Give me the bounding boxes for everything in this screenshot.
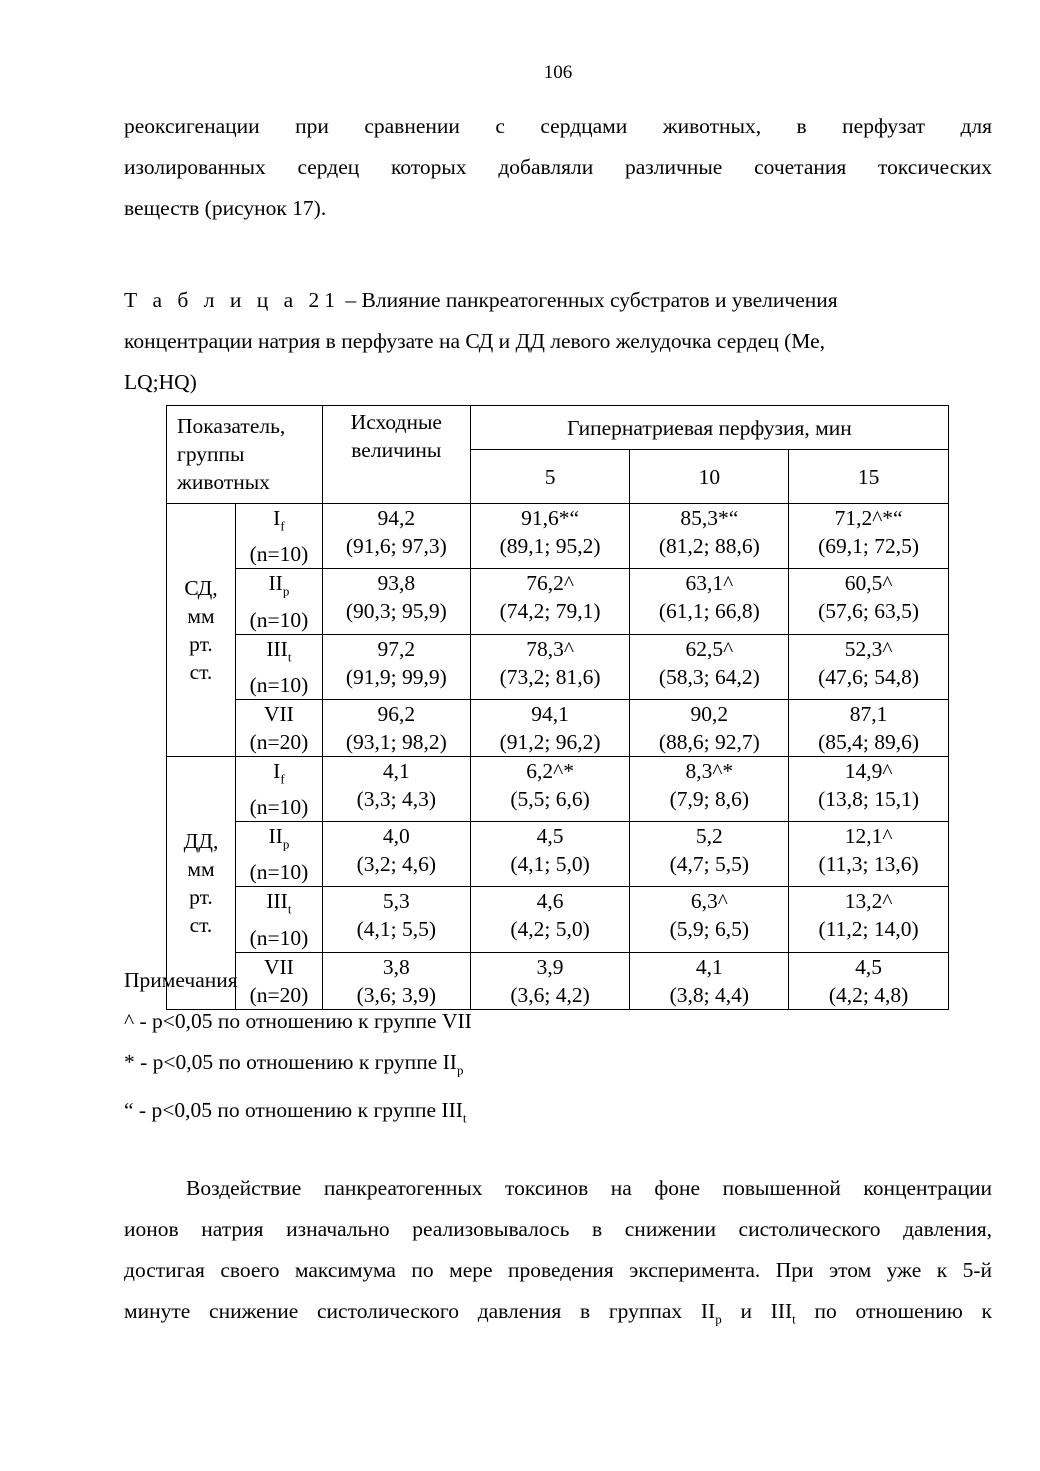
value-cell: 3,8 (3,6; 3,9) (322, 952, 470, 1009)
body-line: минуте снижение систолического давления в группах $II_p$ и $III_t$ по отношению к (124, 1299, 992, 1327)
intro-paragraph (124, 106, 992, 229)
value-cell: 96,2 (93,1; 98,2) (322, 699, 470, 756)
value-cell: 4,1 (3,3; 4,3) (322, 756, 470, 821)
value-cell: 78,3^ (73,2; 81,6) (470, 634, 630, 699)
table-row (167, 504, 949, 569)
caption-label: Т а б л и ц а 21 (124, 288, 341, 312)
table-row (167, 699, 949, 756)
header-baseline: Исходные величины (322, 406, 470, 504)
table-row (167, 756, 949, 821)
value-cell: 87,1 (85,4; 89,6) (789, 699, 949, 756)
group-cell: $III_t$ (n=10) (235, 887, 322, 952)
intro-line: реоксигенации при сравнении с сердцами животных, в перфузат для (124, 114, 992, 138)
body-line: ионов натрия изначально реализовывалось в снижении систолического давления, (124, 1217, 992, 1241)
value-cell: 52,3^ (47,6; 54,8) (789, 634, 949, 699)
value-cell: 4,5 (4,2; 4,8) (789, 952, 949, 1009)
group-cell: $II_p$ (n=10) (235, 822, 322, 887)
caption-title: – Влияние панкреатогенных субстратов и увеличения (340, 288, 838, 312)
table-row (167, 822, 949, 887)
group-cell: $I_f$ (n=10) (235, 756, 322, 821)
value-cell: 94,1 (91,2; 96,2) (470, 699, 630, 756)
body-line: достигая своего максимума по мере проведения эксперимента. При этом уже к 5-й (124, 1258, 992, 1282)
value-cell: 71,2^*“ (69,1; 72,5) (789, 504, 949, 569)
intro-line: изолированных сердец которых добавляли различные сочетания токсических (124, 155, 992, 179)
value-cell: 85,3*“ (81,2; 88,6) (630, 504, 789, 569)
group-cell: $I_f$ (n=10) (235, 504, 322, 569)
value-cell: 6,3^ (5,9; 6,5) (630, 887, 789, 952)
header-time: 15 (789, 450, 949, 504)
value-cell: 90,2 (88,6; 92,7) (630, 699, 789, 756)
header-time: 10 (630, 450, 789, 504)
results-table (166, 405, 949, 1010)
header-time: 5 (470, 450, 630, 504)
note: “ - р<0,05 по отношению к группе $III_t$ (124, 1098, 467, 1126)
value-cell: 97,2 (91,9; 99,9) (322, 634, 470, 699)
value-cell: 5,3 (4,1; 5,5) (322, 887, 470, 952)
notes-title: Примечания (124, 968, 238, 992)
value-cell: 91,6*“ (89,1; 95,2) (470, 504, 630, 569)
notes (124, 960, 472, 1139)
group-cell: $II_p$ (n=10) (235, 569, 322, 634)
body-line: Воздействие панкреатогенных токсинов на фоне повышенной концентрации (186, 1176, 992, 1200)
value-cell: 4,1 (3,8; 4,4) (630, 952, 789, 1009)
note: ^ - р<0,05 по отношению к группе VII (124, 1009, 472, 1033)
value-cell: 12,1^ (11,3; 13,6) (789, 822, 949, 887)
value-cell: 63,1^ (61,1; 66,8) (630, 569, 789, 634)
table-row (167, 887, 949, 952)
value-cell: 14,9^ (13,8; 15,1) (789, 756, 949, 821)
value-cell: 8,3^* (7,9; 8,6) (630, 756, 789, 821)
caption-line: LQ;HQ) (124, 370, 197, 394)
value-cell: 62,5^ (58,3; 64,2) (630, 634, 789, 699)
value-cell: 93,8 (90,3; 95,9) (322, 569, 470, 634)
value-cell: 4,6 (4,2; 5,0) (470, 887, 630, 952)
metric-label: СД, мм рт. ст. (167, 504, 236, 757)
group-cell: VII (n=20) (235, 952, 322, 1009)
table-row (167, 569, 949, 634)
value-cell: 4,5 (4,1; 5,0) (470, 822, 630, 887)
value-cell: 3,9 (3,6; 4,2) (470, 952, 630, 1009)
value-cell: 5,2 (4,7; 5,5) (630, 822, 789, 887)
group-cell: $III_t$ (n=10) (235, 634, 322, 699)
table-caption (124, 280, 992, 403)
page-number: 106 (543, 62, 573, 83)
group-cell: VII (n=20) (235, 699, 322, 756)
value-cell: 6,2^* (5,5; 6,6) (470, 756, 630, 821)
table-row (167, 634, 949, 699)
value-cell: 13,2^ (11,2; 14,0) (789, 887, 949, 952)
intro-line: веществ (рисунок 17). (124, 196, 327, 220)
value-cell: 76,2^ (74,2; 79,1) (470, 569, 630, 634)
value-cell: 60,5^ (57,6; 63,5) (789, 569, 949, 634)
value-cell: 94,2 (91,6; 97,3) (322, 504, 470, 569)
body-paragraph (124, 1168, 992, 1339)
value-cell: 4,0 (3,2; 4,6) (322, 822, 470, 887)
header-indicator: Показатель, группы животных (167, 406, 323, 504)
note: * - р<0,05 по отношению к группе $II_p$ (124, 1050, 464, 1078)
caption-line: концентрации натрия в перфузате на СД и ДД левого желудочка сердец (Ме, (124, 329, 826, 353)
metric-label: ДД, мм рт. ст. (167, 756, 236, 1009)
header-perfusion: Гипернатриевая перфузия, мин (470, 406, 948, 450)
